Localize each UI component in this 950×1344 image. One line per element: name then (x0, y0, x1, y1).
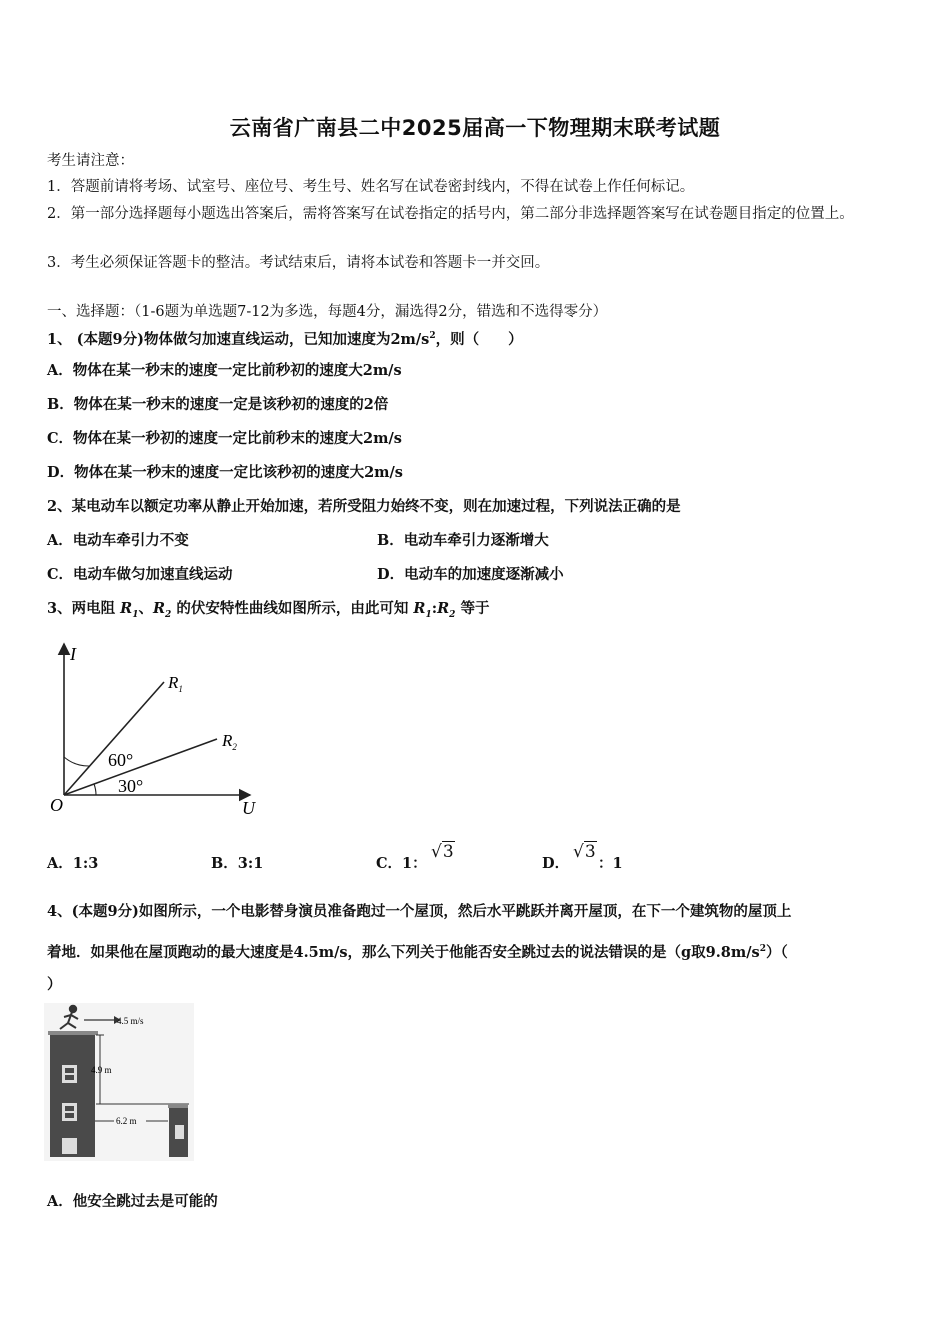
q2-stem: 2、某电动车以额定功率从静止开始加速，若所受阻力始终不变，则在加速过程，下列说法正确的是 (47, 498, 681, 515)
q1-stem: 1、 (本题9分)物体做匀加速直线运动，已知加速度为$2m/s^2$，则（ ） (47, 330, 523, 348)
q4-stem-line2: 着地．如果他在屋顶跑动的最大速度是4.5m/s，那么下列关于他能否安全跳过去的说法错误的是（g取$9.8m/s^2$）（ (47, 943, 788, 961)
q3-option-b: B．3:1 (211, 855, 264, 872)
q2-option-d: D．电动车的加速度逐渐减小 (377, 566, 564, 583)
q3-option-a: A．1:3 (47, 855, 99, 872)
r1-label: $R_1$ (168, 673, 183, 694)
angle-30-label: 30° (118, 776, 144, 796)
q3-option-d-prefix: D． (542, 855, 570, 872)
section-header: 一、选择题：（1-6题为单选题7-12为多选，每题4分，漏选得2分，错选和不选得零分） (47, 304, 608, 320)
angle-arc-60 (64, 757, 89, 766)
q1-option-a: A．物体在某一秒末的速度一定比前秒初的速度大2m/s (47, 362, 402, 379)
distance-label: 6.2 m (116, 1116, 137, 1126)
page-title: 云南省广南县二中2025届高一下物理期末联考试题 (229, 116, 721, 140)
q2-option-c: C．电动车做匀加速直线运动 (47, 566, 233, 583)
q4-stem-line1: 4、(本题9分)如图所示，一个电影替身演员准备跑过一个屋顶，然后水平跳跃并离开屋顶，在下一个建筑物的屋顶上 (47, 903, 792, 920)
r1-line (64, 682, 164, 795)
u-axis-label: U (242, 798, 255, 818)
q3-stem: 3、两电阻 $R_1$、$R_2$ 的伏安特性曲线如图所示，由此可知 $R_1:R_2$ 等于 (47, 600, 490, 620)
stuntman-figure (44, 1003, 194, 1161)
q1-option-d: D．物体在某一秒末的速度一定比该秒初的速度大2m/s (47, 464, 403, 481)
notice-heading: 考生请注意： (47, 153, 134, 169)
q3-option-c: C．1： (376, 855, 427, 872)
notice-item-3: 3．考生必须保证答题卡的整洁。考试结束后，请将本试卷和答题卡一并交回。 (47, 255, 550, 271)
i-axis-label: I (70, 644, 76, 664)
q2-option-a: A．电动车牵引力不变 (47, 532, 189, 549)
q3-option-d: ：1 (598, 855, 623, 872)
q1-option-c: C．物体在某一秒初的速度一定比前秒末的速度大2m/s (47, 430, 402, 447)
height-label: 4.9 m (91, 1065, 112, 1075)
sqrt-three-d: √3 (573, 842, 596, 862)
q2-option-b: B．电动车牵引力逐渐增大 (377, 532, 549, 549)
angle-60-label: 60° (108, 750, 134, 770)
q4-stem-line3: ） (47, 976, 62, 993)
notice-item-2: 2．第一部分选择题每小题选出答案后，需将答案写在试卷指定的括号内，第二部分非选择题答案写在试卷题目指定的位置上。 (47, 206, 854, 222)
angle-arc-30 (94, 784, 96, 795)
origin-label: O (50, 795, 63, 815)
notice-item-1: 1．答题前请将考场、试室号、座位号、考生号、姓名写在试卷密封线内，不得在试卷上作任何标记。 (47, 179, 695, 195)
q4-option-a: A．他安全跳过去是可能的 (47, 1193, 218, 1210)
sqrt-three-c: √3 (431, 842, 454, 862)
iv-characteristic-figure (44, 636, 274, 822)
r2-label: $R_2$ (222, 731, 237, 752)
q1-option-b: B．物体在某一秒末的速度一定是该秒初的速度的2倍 (47, 396, 389, 413)
speed-label: 4.5 m/s (117, 1016, 144, 1026)
